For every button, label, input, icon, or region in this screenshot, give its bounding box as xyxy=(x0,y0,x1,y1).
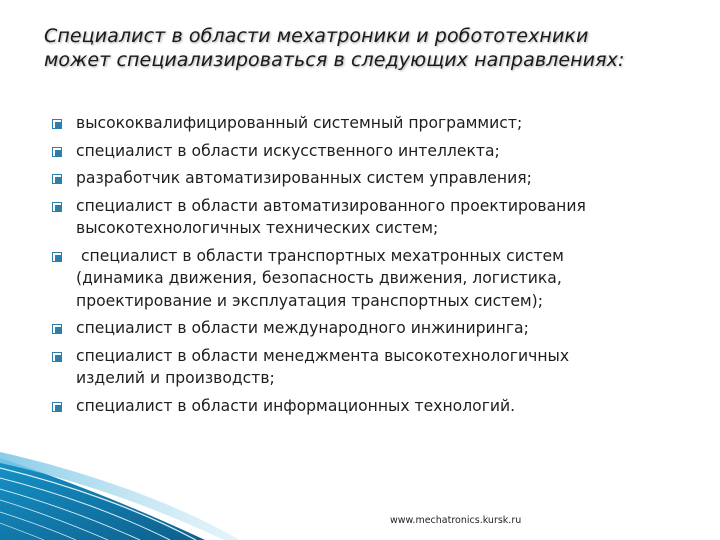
list-item xyxy=(52,112,682,135)
list-item-text: (динамика движения, безопасность движения, логистика, xyxy=(76,269,562,287)
square-bullet-icon xyxy=(52,324,62,334)
list-item-text: высококвалифицированный системный программист; xyxy=(76,114,523,132)
square-bullet-icon xyxy=(52,202,62,212)
square-bullet-icon xyxy=(52,147,62,157)
list-item xyxy=(52,245,682,313)
list-item-text: изделий и производств; xyxy=(76,369,275,387)
list-item-text: специалист в области информационных технологий. xyxy=(76,396,516,415)
list-item xyxy=(52,167,682,190)
square-bullet-icon xyxy=(52,174,62,184)
list-item-text: специалист в области международного инжиниринга; xyxy=(76,319,529,337)
list-item-text: разработчик автоматизированных систем управления; xyxy=(76,169,532,187)
list-item-text: специалист в области транспортных мехатронных систем xyxy=(76,246,564,265)
list-item xyxy=(52,317,682,340)
list-item-text: проектирование и эксплуатация транспортных систем); xyxy=(76,291,544,310)
list-item xyxy=(52,140,682,163)
list-item-text: специалист в области менеджмента высокотехнологичных xyxy=(76,346,570,365)
list-item-text: специалист в области автоматизированного проектирования xyxy=(76,196,586,215)
list-item-text: специалист в области искусственного интеллекта; xyxy=(76,141,500,160)
square-bullet-icon xyxy=(52,252,62,262)
list-item xyxy=(52,345,682,390)
list-item xyxy=(52,395,682,418)
list-item xyxy=(52,195,682,240)
list-item-text: высокотехнологичных технических систем; xyxy=(76,219,439,237)
square-bullet-icon xyxy=(52,119,62,129)
title-line-1: Специалист в области мехатроники и робототехники xyxy=(44,25,589,47)
specializations-list xyxy=(52,112,682,422)
square-bullet-icon xyxy=(52,402,62,412)
footer-website-url[interactable]: www.mechatronics.kursk.ru xyxy=(390,515,522,526)
slide-title xyxy=(44,24,684,72)
square-bullet-icon xyxy=(52,352,62,362)
title-line-2: может специализироваться в следующих направлениях: xyxy=(44,49,625,71)
